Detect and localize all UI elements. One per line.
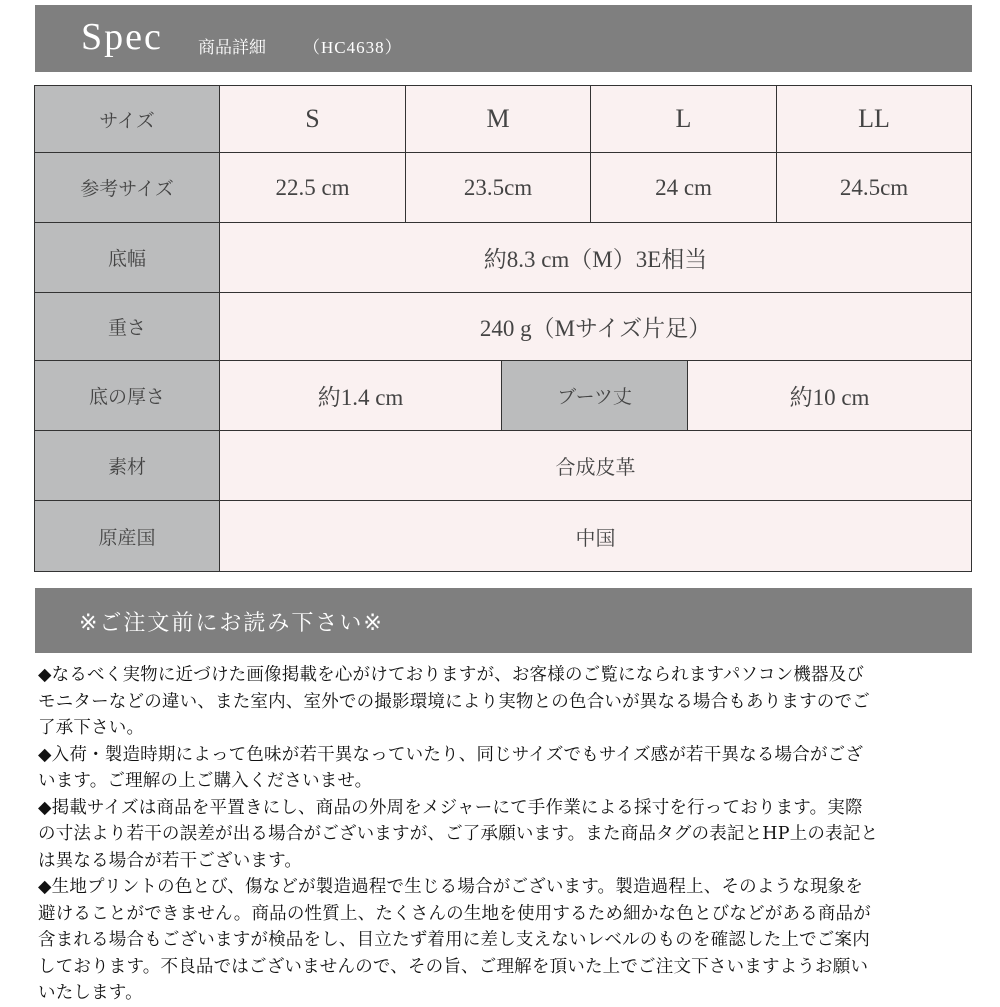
spec-title: Spec: [81, 16, 163, 58]
ref-size-s: 22.5 cm: [219, 152, 406, 223]
size-label: サイズ: [34, 85, 220, 153]
notice-line: の寸法より若干の誤差が出る場合がございますが、ご了承願います。また商品タグの表記とHP上の表記と: [38, 824, 879, 844]
notice-line: いたします。: [38, 983, 143, 1003]
notice-line: います。ご理解の上ご購入くださいませ。: [38, 771, 373, 791]
notice-title: ※ご注文前にお読み下さい※: [79, 611, 384, 636]
notice-line: 了承下さい。: [38, 718, 145, 738]
size-l: L: [590, 85, 777, 153]
notice-line: は異なる場合が若干ございます。: [38, 850, 303, 871]
origin-value: 中国: [219, 500, 972, 572]
notice-line: ◆なるべく実物に近づけた画像掲載を心がけておりますが、お客様のご覧になられますパソコン機器及び: [38, 665, 865, 685]
width-value: 約8.3 cm（M）3E相当: [219, 222, 972, 293]
notice-line: しております。不良品ではございませんので、その旨、ご理解を頂いた上でご注文下さいますようお願い: [38, 956, 869, 977]
notice-line: 避けることができません。商品の性質上、たくさんの生地を使用するため細かな色とびなどがある商品が: [38, 903, 871, 924]
sole-value: 約1.4 cm: [219, 360, 502, 431]
origin-label: 原産国: [34, 500, 220, 572]
notice-text: [38, 662, 978, 1007]
notice-line: ◆生地プリントの色とび、傷などが製造過程で生じる場合がございます。製造過程上、そのような現象を: [38, 877, 864, 897]
size-ll: LL: [776, 85, 972, 153]
spec-header: [35, 5, 972, 72]
ref-size-m: 23.5cm: [405, 152, 591, 223]
weight-label: 重さ: [34, 292, 220, 361]
ref-size-ll: 24.5cm: [776, 152, 972, 223]
spec-subtitle: 商品詳細: [198, 38, 266, 58]
boot-height-value: 約10 cm: [687, 360, 972, 431]
notice-line: ◆入荷・製造時期によって色味が若干異なっていたり、同じサイズでもサイズ感が若干異なる場合がござ: [38, 744, 864, 765]
notice-line: ◆掲載サイズは商品を平置きにし、商品の外周をメジャーにて手作業による採寸を行っております。実際: [38, 797, 863, 818]
sole-label: 底の厚さ: [34, 360, 220, 431]
width-label: 底幅: [34, 222, 220, 293]
notice-header: [35, 588, 972, 653]
size-m: M: [405, 85, 591, 153]
ref-size-l: 24 cm: [590, 152, 777, 223]
ref-size-label: 参考サイズ: [34, 152, 220, 223]
size-s: S: [219, 85, 406, 153]
weight-value: 240 g（Mサイズ片足）: [219, 292, 972, 361]
notice-line: 含まれる場合もございますが検品をし、目立たず着用に差し支えないレベルのものを確認した上でご案内: [38, 930, 870, 950]
product-code: （HC4638）: [303, 38, 403, 57]
boot-height-label: ブーツ丈: [501, 360, 688, 431]
material-value: 合成皮革: [219, 430, 972, 501]
notice-line: モニターなどの違い、また室内、室外での撮影環境により実物との色合いが異なる場合もありますのでご: [38, 691, 870, 712]
material-label: 素材: [34, 430, 220, 501]
